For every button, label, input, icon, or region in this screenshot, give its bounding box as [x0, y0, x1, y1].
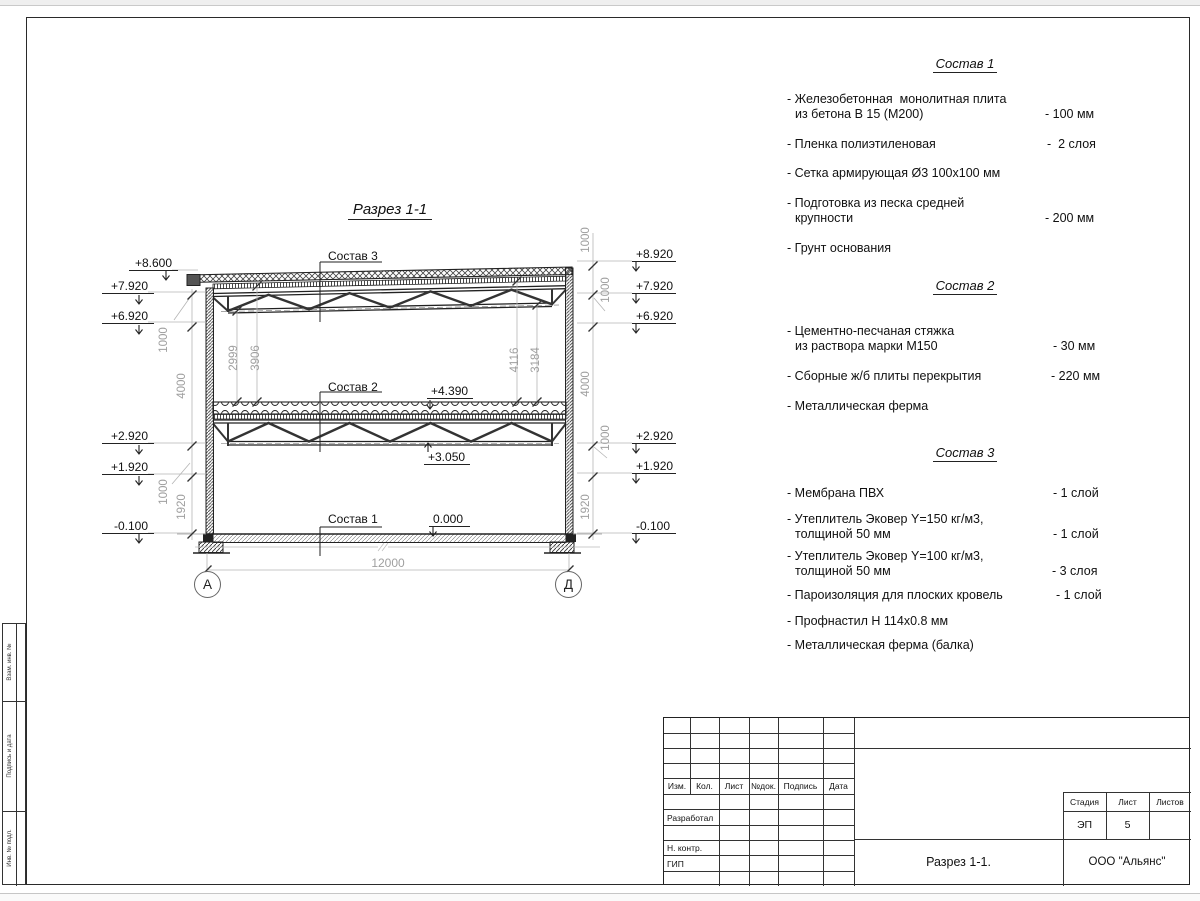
dim-label: 1920 [580, 494, 592, 520]
dim-label: 3184 [530, 347, 542, 373]
composition-value: - 1 слой [1056, 588, 1102, 602]
section-title-text: Разрез 1-1 [348, 201, 432, 220]
composition-line: - Утеплитель Эковер Y=150 кг/м3, [787, 512, 984, 526]
tb-col-kol: Кол. [696, 781, 713, 791]
side-stamp-label: Взам. инв. № [7, 643, 13, 681]
elevation-mark: +2.920 [632, 429, 676, 444]
dim-label: 3906 [250, 345, 262, 371]
composition-value: - 30 мм [1053, 339, 1096, 353]
dim-label: 1000 [158, 479, 170, 505]
elevation-mark: +6.920 [102, 309, 154, 324]
tb-stage-value: ЭП [1076, 819, 1093, 831]
dim-label: 2999 [228, 345, 240, 371]
composition-line: - Утеплитель Эковер Y=100 кг/м3, [787, 549, 984, 563]
tb-row-ncontrol: Н. контр. [667, 843, 703, 853]
composition1-callout: Состав 1 [328, 512, 378, 526]
composition2-callout: Состав 2 [328, 380, 378, 394]
composition-line: - Сборные ж/б плиты перекрытия [787, 369, 982, 383]
composition-line: - Грунт основания [787, 241, 892, 255]
dim-label: 4000 [176, 373, 188, 399]
composition-line: - Профнастил Н 114х0.8 мм [787, 614, 949, 628]
tb-company: ООО "Альянс" [1088, 856, 1166, 868]
elevation-mark: -0.100 [102, 519, 154, 534]
elevation-mark: +6.920 [632, 309, 676, 324]
title-block [663, 717, 1190, 885]
composition1-title: Состав 1 [876, 55, 1054, 73]
elevation-mark: +7.920 [632, 279, 676, 294]
composition-value: - 2 слоя [1047, 137, 1096, 151]
side-stamp-label: Инв. № подл. [7, 829, 13, 867]
composition-line: толщиной 50 мм [795, 527, 891, 541]
composition3-callout: Состав 3 [328, 249, 378, 263]
tb-col-sign: Подпись [783, 781, 818, 791]
composition-value: - 200 мм [1045, 211, 1095, 225]
axis-bubble-d: Д [555, 571, 582, 598]
composition-line: - Цементно-песчаная стяжка [787, 324, 955, 338]
elevation-mark-floor2: +4.390 [427, 384, 473, 399]
composition-line: из бетона В 15 (М200) [795, 107, 924, 121]
tb-col-date: Дата [829, 781, 848, 791]
elevation-mark: +8.600 [129, 256, 178, 271]
tb-col-doc: №док. [751, 781, 776, 791]
axis-bubble-a: А [194, 571, 221, 598]
composition3-title: Состав 3 [876, 444, 1054, 462]
dim-label: 4000 [580, 371, 592, 397]
composition-value: - 3 слоя [1052, 564, 1098, 578]
composition-value: - 1 слой [1053, 486, 1099, 500]
tb-sheet-label: Лист [1118, 797, 1137, 807]
composition-value: - 100 мм [1045, 107, 1095, 121]
tb-row-gip: ГИП [667, 859, 684, 869]
elevation-mark-truss: +3.050 [424, 450, 470, 465]
dim-label: 1000 [600, 425, 612, 451]
tb-col-list: Лист [724, 781, 744, 791]
tb-sheets-label: Листов [1156, 797, 1184, 807]
dim-label: 1920 [176, 494, 188, 520]
composition-line: из раствора марки М150 [795, 339, 938, 353]
section-title [300, 201, 480, 219]
composition-line: - Металлическая ферма [787, 399, 929, 413]
composition-value: - 1 слой [1053, 527, 1099, 541]
tb-doc-title: Разрез 1-1. [926, 855, 991, 869]
composition-line: - Металлическая ферма (балка) [787, 638, 974, 652]
composition-value: - 220 мм [1051, 369, 1101, 383]
composition-line: - Пароизоляция для плоских кровель [787, 588, 1003, 602]
composition-line: - Подготовка из песка средней [787, 196, 965, 210]
composition-line: - Железобетонная монолитная плита [787, 92, 1007, 106]
composition-line: крупности [795, 211, 854, 225]
elevation-mark: +2.920 [102, 429, 154, 444]
dim-label: 4116 [509, 347, 521, 373]
elevation-mark: +7.920 [102, 279, 154, 294]
composition-line: - Сетка армирующая Ø3 100х100 мм [787, 166, 1001, 180]
elevation-mark-floor1: 0.000 [429, 512, 470, 527]
composition-line: толщиной 50 мм [795, 564, 891, 578]
span-dimension: 12000 [371, 556, 405, 570]
tb-sheet-value: 5 [1124, 819, 1131, 831]
elevation-mark: +8.920 [632, 247, 676, 262]
composition-line: - Мембрана ПВХ [787, 486, 885, 500]
elevation-mark: +1.920 [632, 459, 676, 474]
composition2-title: Состав 2 [876, 277, 1054, 295]
tb-col-izm: Изм. [667, 781, 687, 791]
composition-line: - Пленка полиэтиленовая [787, 137, 936, 151]
dim-label: 1000 [580, 227, 592, 253]
dim-label: 1000 [600, 277, 612, 303]
side-stamp [2, 623, 26, 885]
tb-row-developer: Разработал [667, 813, 714, 823]
dim-label: 1000 [158, 327, 170, 353]
tb-stage-label: Стадия [1070, 797, 1099, 807]
elevation-mark: -0.100 [632, 519, 676, 534]
elevation-mark: +1.920 [102, 460, 154, 475]
side-stamp-label: Подпись и дата [7, 734, 13, 778]
